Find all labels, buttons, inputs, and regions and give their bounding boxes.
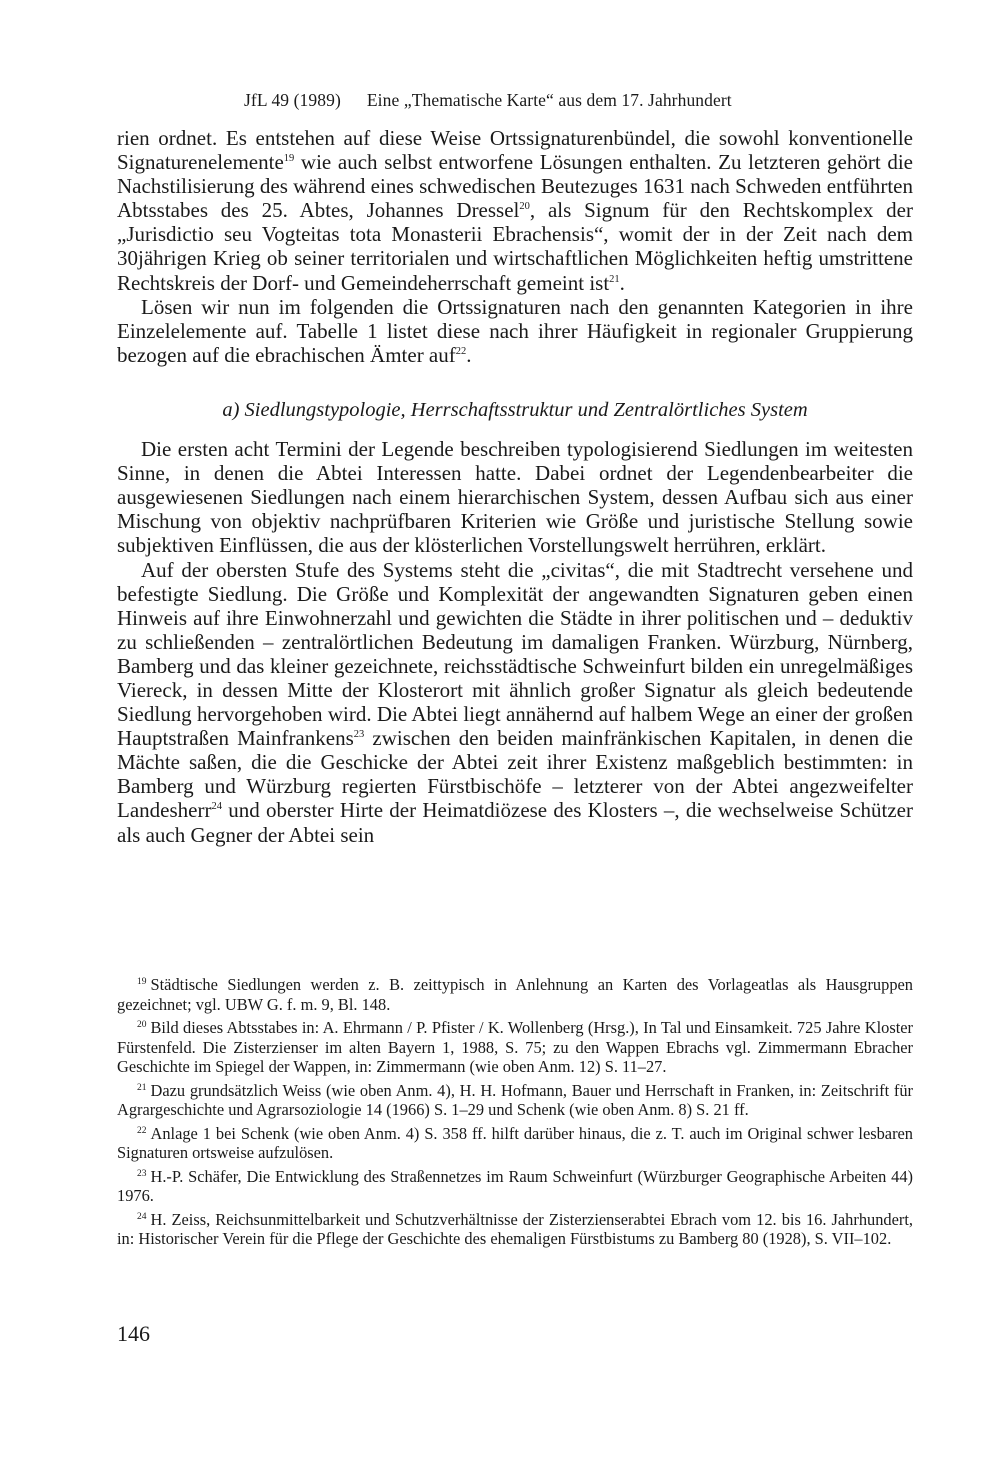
journal-reference: JfL 49 (1989)	[244, 90, 341, 110]
running-title: Eine „Thematische Karte“ aus dem 17. Jahrhundert	[366, 90, 732, 110]
footnote-ref-24[interactable]: 24	[211, 801, 222, 813]
paragraph-4: Auf der obersten Stufe des Systems steht die „civitas“, die mit Stadtrecht versehene und befestigte Siedlung. Die Größe und Komplexität der angewandten Signaturen geben einen Hinweis auf ihre Einwohnerzahl und gewichten die Städte in ihrer politischen und – deduktiv zu schließenden – zentralörtlichen Bedeutung im damaligen Franken. Würzburg, Nürnberg, Bamberg und das kleiner gezeichnete, reichsstädtische Schweinfurt bilden ein unregelmäßiges Viereck, in dessen Mitte der Klosterort mit ähnlich großer Signatur als gleich bedeutende Siedlung hervorgehoben wird. Die Abtei liegt annähernd auf halbem Wege an einer der großen Hauptstraßen Mainfrankens$^{23}$ zwischen den beiden mainfränkischen Kapitalen, in denen die Mächte saßen, die die Geschicke der Abtei zeit ihrer Existenz maßgeblich bestimmten: in Bamberg und Würzburg regierten Fürstbischöfe – letzterer von der Abtei angezweifelter Landesherr$^{24}$ und oberster Hirte der Heimatdiözese des Klosters –, die wechselweise Schützer als auch Gegner der Abtei sein	[117, 557, 914, 847]
footnote-ref-19[interactable]: 19	[283, 153, 295, 165]
section-heading: a) Siedlungstypologie, Herrschaftsstruktur und Zentralörtliches System	[222, 398, 808, 421]
paragraph-1: rien ordnet. Es entstehen auf diese Weise Ortssignaturenbündel, die sowohl konventionelle Signaturenelemente$^{19}$ wie auch selbst entworfene Lösungen enthalten. Zu letzteren gehört die Nachstilisierung des während eines schwedischen Beutezuges 1631 nach Schweden entführten Abtsstabes des 25. Abtes, Johannes Dressel$^{20}$, als Signum für den Rechtskomplex der „Jurisdictio seu Vogteitas tota Monasterii Ebrachensis“, womit der in der Zeit nach dem 30jährigen Krieg ob seiner territorialen und wirtschaftlichen Möglichkeiten heftig umstrittene Rechtskreis der Dorf- und Gemeindeherrschaft gemeint ist$^{21}$.	[117, 126, 914, 295]
footnote-ref-22[interactable]: 22	[455, 345, 467, 357]
footnote-21: $^{21}$ Dazu grundsätzlich Weiss (wie oben Anm. 4), H. H. Hofmann, Bauer und Herrschaft in Franken, in: Zeitschrift für Agrargeschichte und Agrarsoziologie 14 (1966) S. 1–29 und Schenk (wie oben Anm. 8) S. 21 ff.	[117, 1080, 913, 1119]
page-number: 146	[117, 1321, 150, 1346]
footnote-19: $^{19}$ Städtische Siedlungen werden z. B. zeittypisch in Anlehnung an Karten des Vorlageatlas als Hausgruppen gezeichnet; vgl. UBW G. f. m. 9, Bl. 148.	[117, 975, 913, 1014]
footnotes	[117, 975, 913, 1253]
paragraph-2: Lösen wir nun im folgenden die Ortssignaturen nach den genannten Kategorien in ihre Einzelelemente auf. Tabelle 1 listet diese nach ihrer Häufigkeit in regionaler Gruppierung bezogen auf die ebrachischen Ämter auf$^{22}$.	[117, 294, 913, 367]
footnote-24: $^{24}$ H. Zeiss, Reichsunmittelbarkeit und Schutzverhältnisse der Zisterzienserabtei Ebrach vom 12. bis 16. Jahrhundert, in: Historischer Verein für die Pflege der Geschichte des ehemaligen Fürstbistums zu Bamberg 80 (1928), S. VII–102.	[117, 1209, 913, 1248]
running-header	[244, 90, 732, 111]
footnote-22: $^{22}$ Anlage 1 bei Schenk (wie oben Anm. 4) S. 358 ff. hilft darüber hinaus, die z. T. auch im Original schwer lesbaren Signaturen ortsweise aufzulösen.	[117, 1123, 913, 1162]
paragraph-3: Die ersten acht Termini der Legende beschreiben typologisierend Siedlungen im weitesten Sinne, in denen die Abtei Interessen hatte. Dabei ordnet der Legendenbearbeiter die ausgewiesenen Siedlungen nach einem hierarchischen System, dessen Aufbau sich aus einer Mischung von objektiv nachprüfbaren Kriterien wie Größe und juristische Stellung sowie subjektiven Einflüssen, die aus der klösterlichen Vorstellungswelt herrühren, erklärt.	[117, 437, 913, 558]
footnote-23: $^{23}$ H.-P. Schäfer, Die Entwicklung des Straßennetzes im Raum Schweinfurt (Würzburger Geographische Arbeiten 44) 1976.	[117, 1166, 913, 1205]
footnote-ref-23[interactable]: 23	[353, 729, 365, 741]
footnote-ref-21[interactable]: 21	[609, 273, 620, 285]
footnote-20: $^{20}$ Bild dieses Abtsstabes in: A. Ehrmann / P. Pfister / K. Wollenberg (Hrsg.), In Tal und Einsamkeit. 725 Jahre Kloster Fürstenfeld. Die Zisterzienser im alten Bayern 1, 1988, S. 75; zu den Wappen Ebrachs vgl. Zimmermann Ebracher Geschichte im Spiegel der Wappen, in: Zimmermann (wie oben Anm. 12) S. 11–27.	[117, 1018, 913, 1076]
footnote-ref-20[interactable]: 20	[519, 201, 530, 213]
main-text	[117, 126, 913, 847]
